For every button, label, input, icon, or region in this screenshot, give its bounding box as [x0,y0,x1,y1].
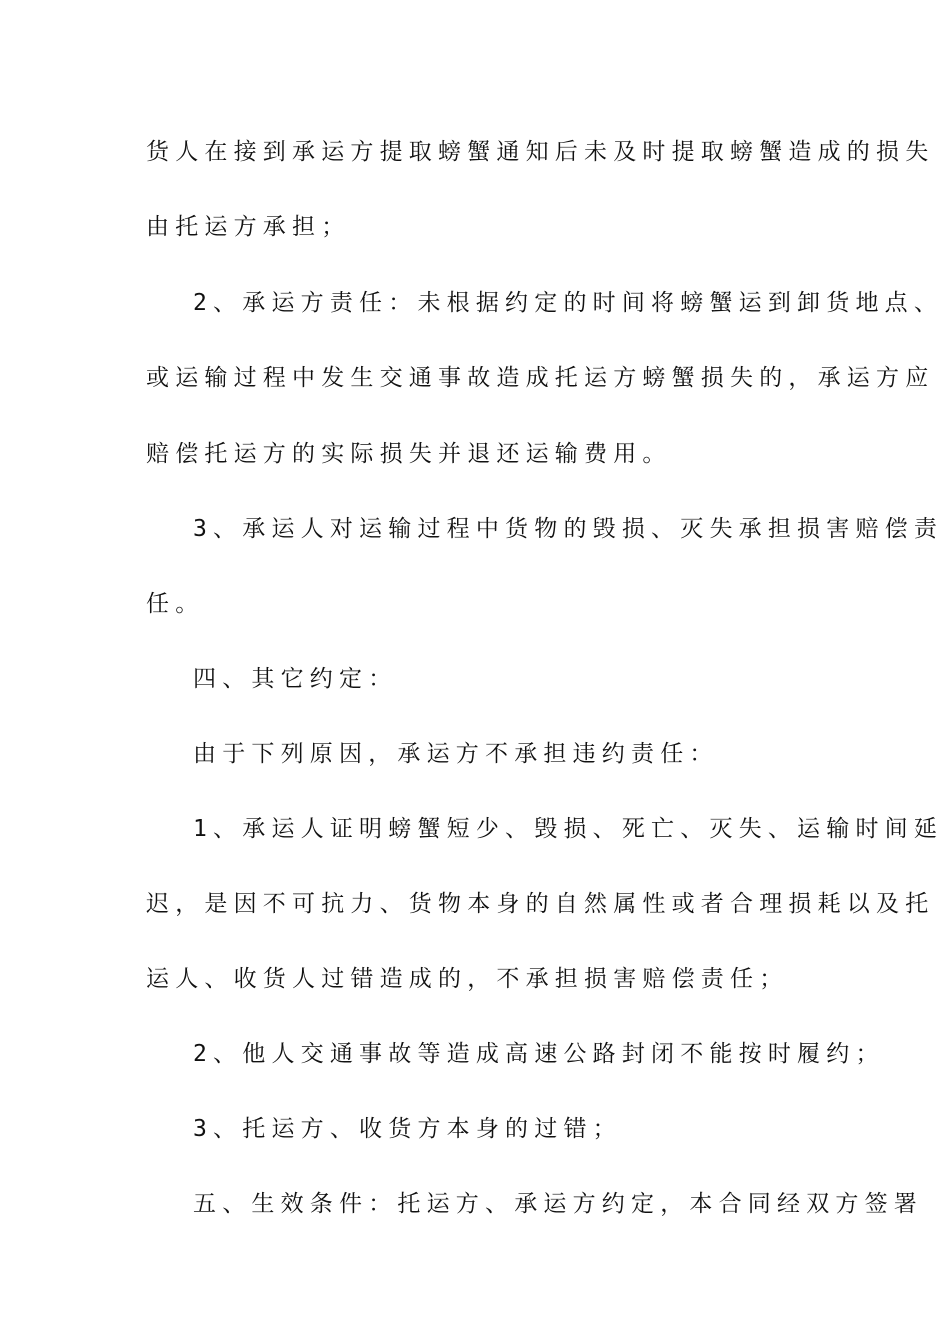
paragraph-line: 2、承运方责任：未根据约定的时间将螃蟹运到卸货地点、 [193,290,944,316]
paragraph-line: 运人、收货人过错造成的，不承担损害赔偿责任； [146,966,789,992]
section-heading: 五、生效条件：托运方、承运方约定，本合同经双方签署 [193,1191,923,1217]
paragraph-line: 或运输过程中发生交通事故造成托运方螃蟹损失的，承运方应 [146,365,935,391]
paragraph-line: 3、托运方、收货方本身的过错； [193,1116,622,1142]
section-heading: 四、其它约定： [193,666,398,692]
paragraph-line: 赔偿托运方的实际损失并退还运输费用。 [146,441,672,467]
paragraph-line: 任。 [146,591,205,617]
paragraph-line: 3、承运人对运输过程中货物的毁损、灭失承担损害赔偿责 [193,516,944,542]
paragraph-line: 2、他人交通事故等造成高速公路封闭不能按时履约； [193,1041,885,1067]
paragraph-line: 由托运方承担； [146,214,351,240]
paragraph-line: 由于下列原因，承运方不承担违约责任： [193,741,719,767]
paragraph-line: 1、承运人证明螃蟹短少、毁损、死亡、灭失、运输时间延 [193,816,944,842]
paragraph-line: 货人在接到承运方提取螃蟹通知后未及时提取螃蟹造成的损失 [146,139,935,165]
paragraph-line: 迟，是因不可抗力、货物本身的自然属性或者合理损耗以及托 [146,891,935,917]
